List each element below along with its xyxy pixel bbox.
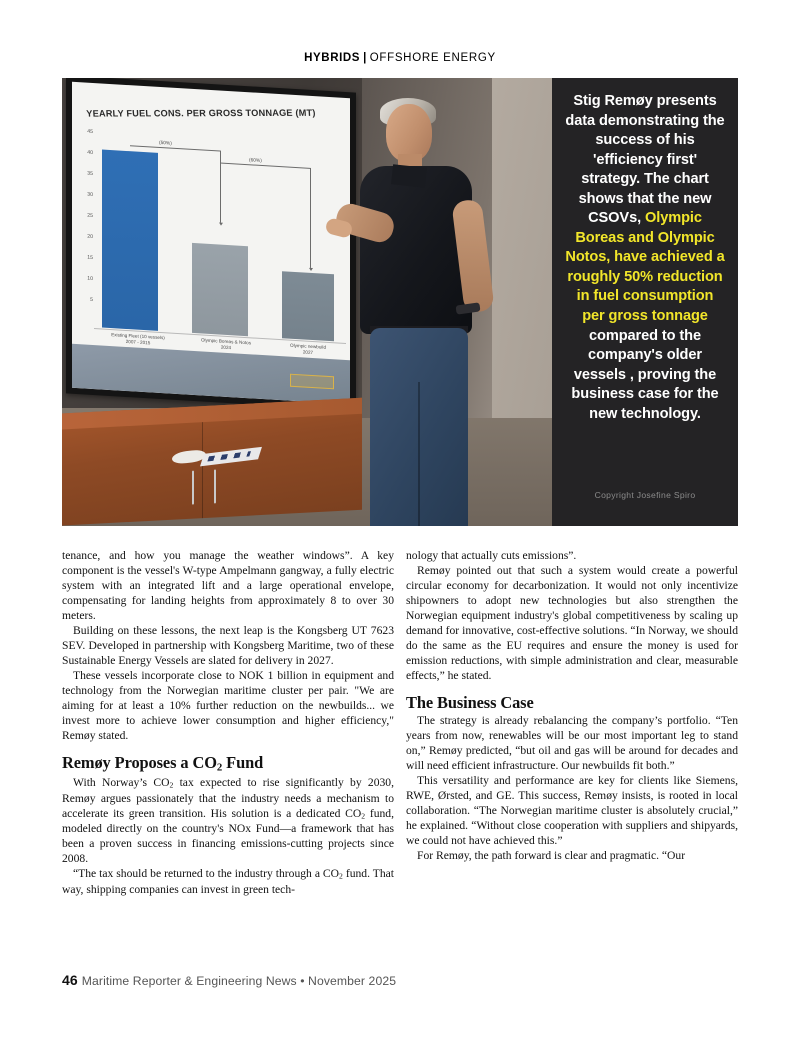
subheading-co2-fund (62, 754, 394, 774)
y-tick: 20 (87, 233, 93, 240)
x-tick-line-2: 2027 (302, 349, 314, 356)
x-tick-line-1: Olympic Boreas & Notos (200, 337, 252, 346)
presenter-figure (330, 96, 530, 526)
subscript: 2 (339, 872, 343, 882)
article-column-left (62, 548, 394, 897)
x-tick-line-2: 2007 - 2015 (125, 339, 151, 346)
y-tick: 15 (87, 254, 93, 261)
paragraph-part: fund, modeled directly on the country's NOx Fund—a framework that has been a proven success in financing emissions-cutting projects since 2008. (62, 806, 394, 866)
subheading-subscript: 2 (216, 761, 223, 774)
photo-caption (552, 78, 738, 424)
subheading-tail: Fund (222, 753, 264, 772)
subscript: 2 (361, 811, 366, 821)
photo-credit: Copyright Josefine Spiro (594, 490, 696, 500)
presenter-wristwatch (455, 302, 480, 314)
caption-part-1: Stig Remøy presents data demonstrating the success of his 'efficiency first' strategy. The chart shows that the new CSOVs, (565, 93, 725, 227)
paragraph: These vessels incorporate close to NOK 1 billion in equipment and technology from the Norwegian maritime cluster per pair. "We are aiming for at least a 10% further reduction on the newbuilds... we invest more to achieve lower consumption and higher efficiency," Remøy stated. (62, 669, 394, 742)
x-tick-line-2: 2024 (220, 344, 232, 351)
y-tick: 10 (87, 275, 93, 282)
presenter-collar (391, 164, 427, 187)
slide-content (72, 82, 350, 405)
office-cabinet (62, 398, 362, 526)
reduction-label-2: (60%) (249, 158, 262, 165)
chart-y-axis (76, 128, 94, 319)
subheading-business-case: The Business Case (406, 693, 534, 712)
paragraph: This versatility and performance are key for clients like Siemens, RWE, Ørsted, and GE. This success, Remøy insists, is rooted in local collaboration. “The Norwegian maritime cluster is absolutely crucial,” he explained. “Without close cooperation with suppliers and shipyards, we could not have achieved this.” (406, 774, 738, 848)
publication-line: Maritime Reporter & Engineering News • November 2025 (81, 974, 397, 988)
cabinet-door-split (202, 422, 203, 518)
paragraph: The strategy is already rebalancing the company’s portfolio. “Ten years from now, renewables will be our most important leg to stand on,” Remøy predicted, “but oil and gas will be around for decades and will need efficient infrastructure. Our newbuilds fit both.” (406, 714, 738, 773)
reduction-bracket-1 (130, 145, 220, 151)
presenter-leg-seam (418, 382, 420, 526)
header-section-strong: HYBRIDS (304, 52, 361, 64)
subheading-text: Remøy Proposes a CO (62, 753, 217, 772)
page-number: 46 (62, 972, 78, 988)
paragraph-part: tax expected to rise significantly by 2030, Remøy argues passionately that the industry needs a mechanism to accelerate its green transition. His solution is a dedicated CO (62, 776, 395, 820)
paragraph-part: With Norway’s CO (73, 776, 170, 790)
cabinet-handle (214, 469, 216, 503)
printed-papers (200, 447, 262, 467)
bar-boreas-notos (192, 243, 248, 336)
page-header (0, 52, 800, 64)
reduction-bracket-2 (220, 163, 310, 169)
paragraph (62, 866, 394, 897)
header-separator: | (363, 52, 367, 64)
bar-existing-fleet (102, 150, 158, 331)
y-tick: 35 (87, 170, 93, 177)
header-section-label: OFFSHORE ENERGY (369, 52, 496, 64)
caption-part-2: compared to the company's older vessels , proving the business case for the new technology. (571, 327, 719, 422)
reduction-arrow-2 (310, 168, 311, 268)
company-logo (290, 374, 334, 390)
bar-newbuild (282, 271, 334, 341)
y-tick: 40 (87, 149, 93, 156)
paragraph: nology that actually cuts emissions”. (406, 549, 577, 562)
paragraph: Remøy pointed out that such a system would create a powerful circular economy for decarbonization. It would not only incentivize shipowners to adopt new technologies but also strengthen the Norwegian equipment industry's global competitiveness by scaling up demand for innovative, cost-effective solutions. “In Norway, we should do the same as the EU requires and ensure the money is used for emission reductions, with simple administration and clear, measurable effects,” he stated. (406, 564, 738, 682)
y-tick: 5 (90, 296, 93, 303)
x-tick-line-1: Existing Fleet (10 vessels) (111, 332, 165, 341)
photo-caption-panel (552, 78, 738, 526)
chart-title: YEARLY FUEL CONS. PER GROSS TONNAGE (MT) (86, 107, 316, 119)
caption-highlight: Olympic Boreas and Olympic Notos, have achieved a roughly 50% reduction in fuel consumption per gross tonnage (565, 210, 725, 325)
subscript: 2 (169, 780, 174, 790)
y-tick: 30 (87, 191, 93, 198)
paragraph: Building on these lessons, the next leap is the Kongsberg UT 7623 SEV. Developed in partnership with Kongsberg Maritime, two of these Sustainable Energy Vessels are slated for delivery in 2027. (62, 624, 394, 667)
reduction-arrow-1 (220, 151, 221, 223)
y-tick: 45 (87, 128, 93, 135)
page-footer (62, 972, 396, 988)
paragraph: For Remøy, the path forward is clear and pragmatic. “Our (417, 849, 686, 863)
article-column-right (406, 548, 738, 863)
paragraph-part: fund. That way, shipping companies can invest in green tech- (62, 867, 395, 897)
cabinet-handle (192, 471, 194, 505)
paragraph (62, 775, 394, 866)
paragraph: tenance, and how you manage the weather windows”. A key component is the vessel's W-type Ampelmann gangway, a fully electric system with an integrated lift and a large operational envelope, compensating for landing heights from approximately 8 to over 30 meters. (62, 549, 394, 622)
presentation-screen (66, 78, 356, 411)
paragraph-part: “The tax should be returned to the industry through a CO (73, 867, 340, 881)
y-tick: 25 (87, 212, 93, 219)
chart-plot-area (96, 127, 344, 342)
reduction-label-1: (50%) (159, 140, 172, 147)
x-tick-line-1: Olympic newbuild (290, 342, 326, 350)
